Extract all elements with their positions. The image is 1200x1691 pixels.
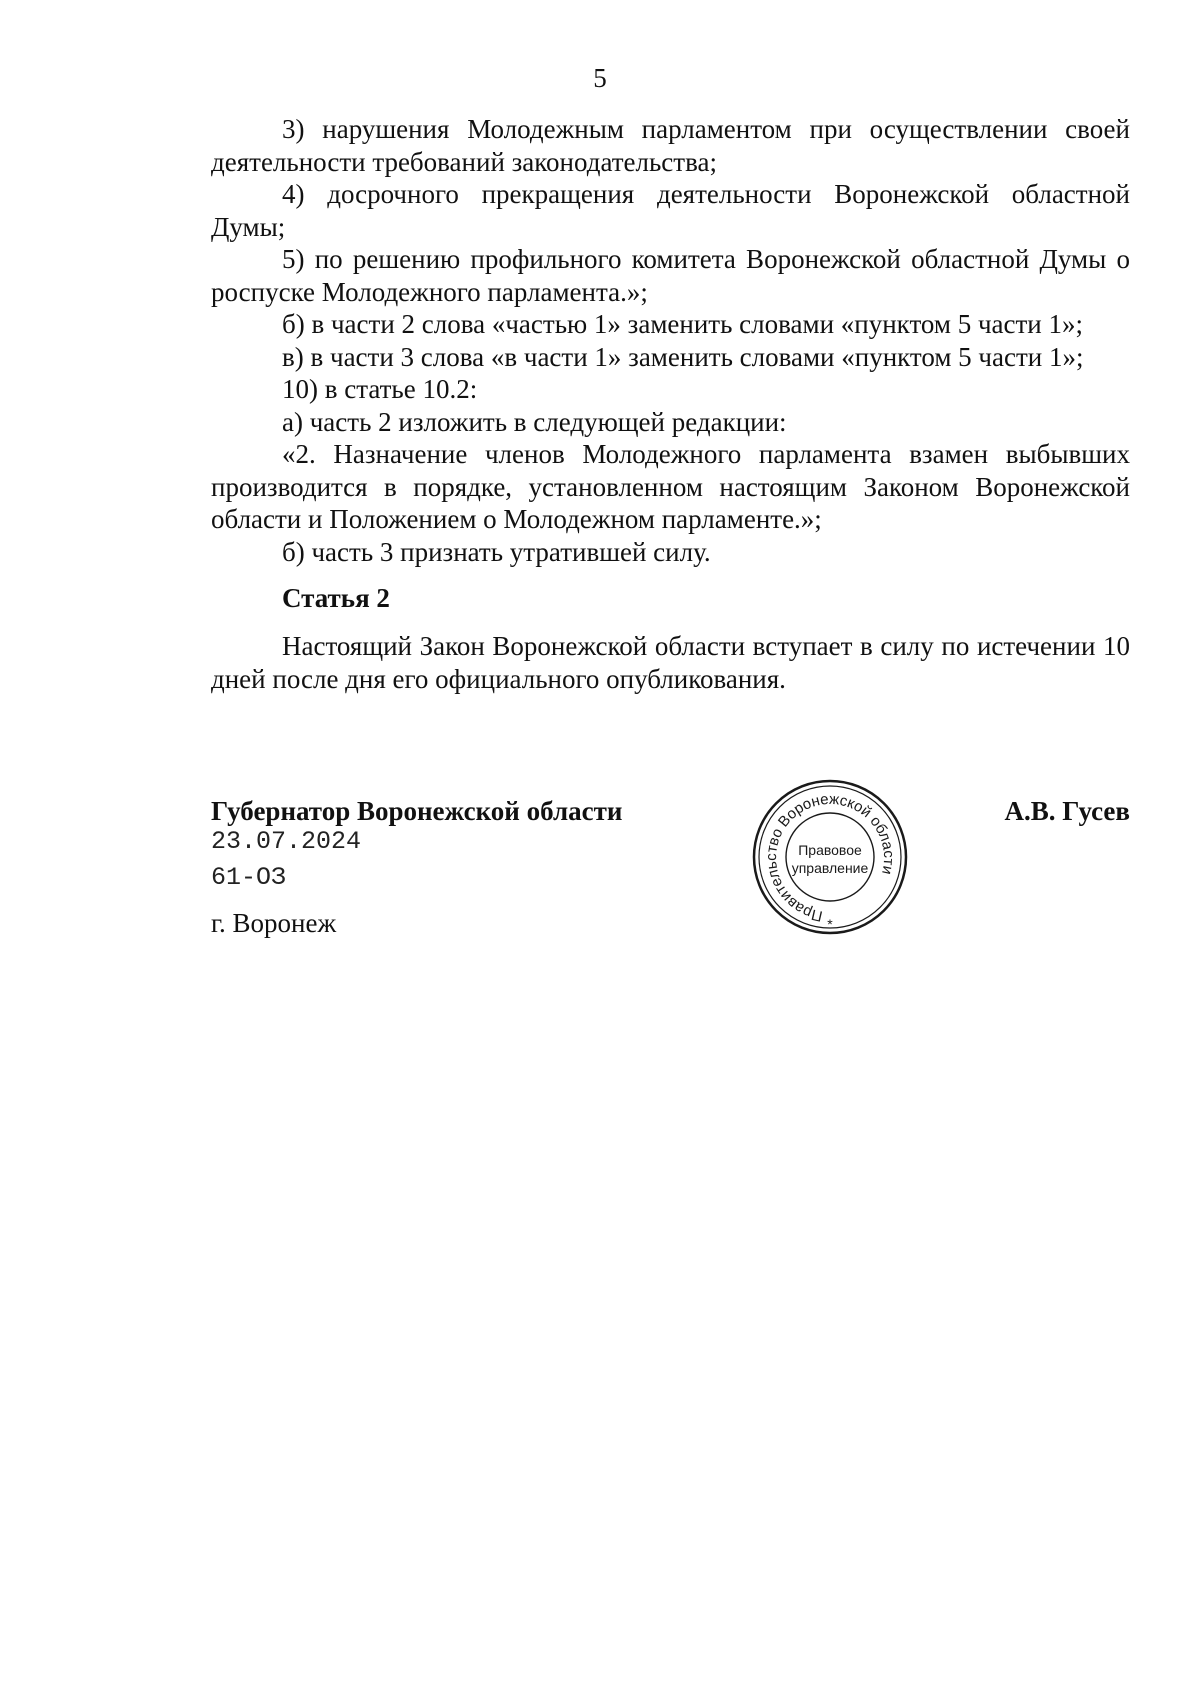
city: г. Воронеж — [211, 908, 337, 938]
paragraph-subitem-a: а) часть 2 изложить в следующей редакции: — [282, 406, 787, 437]
law-number: 61-ОЗ — [211, 863, 287, 892]
paragraph-subitem-b-2: б) часть 3 признать утратившей силу. — [282, 536, 711, 567]
law-date: 23.07.2024 — [211, 827, 362, 856]
seal-center-line2: управление — [791, 860, 869, 876]
paragraph-subitem-v: в) в части 3 слова «в части 1» заменить словами «пунктом 5 части 1»; — [282, 341, 1084, 372]
seal-icon — [748, 777, 913, 937]
signature-block — [211, 795, 622, 939]
document-body — [211, 113, 1130, 695]
seal-center-line1: Правовое — [798, 842, 862, 858]
paragraph-item-5: 5) по решению профильного комитета Воронежской областной Думы о роспуске Молодежного парламента.»; — [211, 244, 1130, 307]
page-number: 5 — [593, 63, 607, 93]
paragraph-item-3: 3) нарушения Молодежным парламентом при осуществлении своей деятельности требований законодательства; — [211, 114, 1130, 177]
paragraph-item-10: 10) в статье 10.2: — [282, 374, 478, 404]
seal-star: * — [827, 916, 833, 932]
governor-title: Губернатор Воронежской области — [211, 796, 623, 826]
paragraph-item-4: 4) досрочного прекращения деятельности Воронежской областной Думы; — [211, 179, 1130, 242]
paragraph-quoted-part-2: «2. Назначение членов Молодежного парламента взамен выбывших производится в порядке, установленном настоящим Законом Воронежской области и Положением о Молодежном парламенте.»; — [211, 439, 1130, 534]
paragraph-subitem-b: б) в части 2 слова «частью 1» заменить словами «пунктом 5 части 1»; — [282, 309, 1084, 339]
signer-name: А.В. Гусев — [1004, 796, 1130, 826]
article-text: Настоящий Закон Воронежской области вступает в силу по истечении 10 дней после дня его официального опубликования. — [211, 631, 1130, 694]
article-heading: Статья 2 — [282, 583, 390, 613]
official-seal — [748, 777, 913, 937]
seal-ring-text: Правительство Воронежской области — [762, 790, 898, 925]
